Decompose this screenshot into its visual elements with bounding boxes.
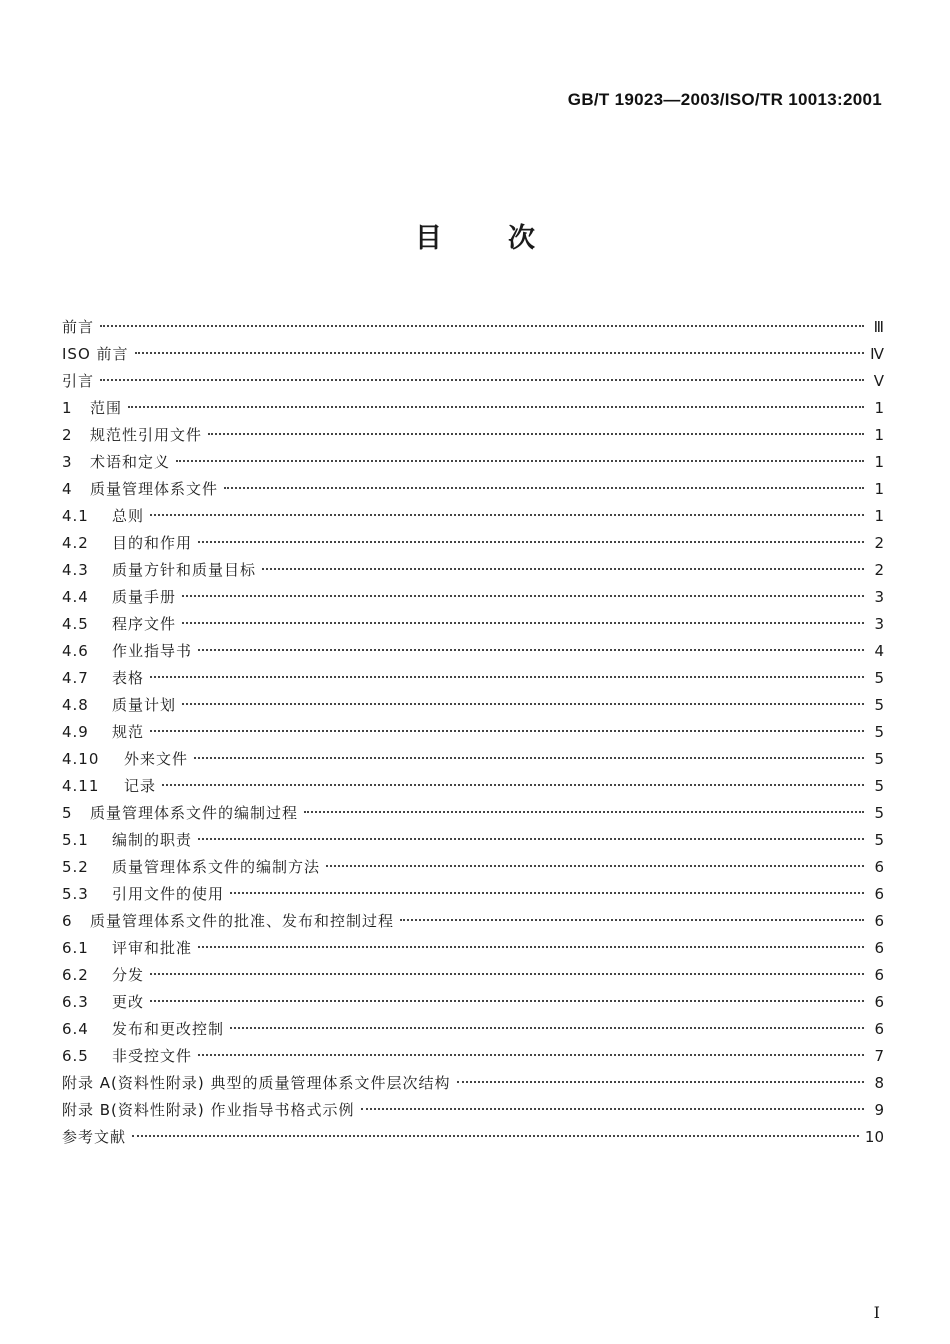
toc-entry-page: 6 <box>874 966 884 984</box>
dot-leader <box>326 865 864 867</box>
toc-entry-page: Ⅴ <box>873 372 884 390</box>
toc-entry-label: 程序文件 <box>112 615 177 633</box>
toc-entry[interactable] <box>62 665 884 692</box>
toc-entry-page: 5 <box>874 804 884 822</box>
toc-entry-label: 前言 <box>62 318 95 336</box>
toc-entry-number: 3 <box>62 453 73 471</box>
toc-entry-page: 9 <box>874 1101 884 1119</box>
dot-leader <box>128 406 864 408</box>
toc-entry-label: 质量管理体系文件的编制过程 <box>90 804 299 822</box>
toc-entry-page: 6 <box>874 912 884 930</box>
toc-entry-page: 1 <box>874 507 884 525</box>
toc-entry-label: 引用文件的使用 <box>112 885 225 903</box>
toc-entry-page: 6 <box>874 939 884 957</box>
toc-entry-label: 作业指导书 <box>112 642 193 660</box>
toc-entry-number: 6.5 <box>62 1047 89 1065</box>
toc-entry[interactable] <box>62 692 884 719</box>
dot-leader <box>198 541 864 543</box>
toc-entry[interactable] <box>62 611 884 638</box>
toc-entry[interactable] <box>62 935 884 962</box>
toc-entry[interactable] <box>62 800 884 827</box>
toc-entry-label: 非受控文件 <box>112 1047 193 1065</box>
dot-leader <box>182 622 864 624</box>
toc-entry-label: 目的和作用 <box>112 534 193 552</box>
toc-entry-label: 规范 <box>112 723 145 741</box>
toc-entry[interactable] <box>62 881 884 908</box>
dot-leader <box>135 352 864 354</box>
toc-entry-number: 4.3 <box>62 561 89 579</box>
toc-entry-label: 质量方针和质量目标 <box>112 561 257 579</box>
dot-leader <box>176 460 864 462</box>
dot-leader <box>132 1135 859 1137</box>
dot-leader <box>150 1000 864 1002</box>
toc-entry-number: 4.10 <box>62 750 100 768</box>
toc-entry-page: 3 <box>874 588 884 606</box>
table-of-contents <box>62 314 884 1151</box>
toc-entry-label: 更改 <box>112 993 145 1011</box>
toc-entry[interactable] <box>62 1097 884 1124</box>
toc-entry[interactable] <box>62 449 884 476</box>
toc-entry-number: 4.5 <box>62 615 89 633</box>
toc-entry-label: 表格 <box>112 669 145 687</box>
dot-leader <box>224 487 864 489</box>
toc-entry-page: Ⅳ <box>870 345 884 363</box>
toc-entry-page: 2 <box>874 561 884 579</box>
dot-leader <box>182 595 864 597</box>
toc-entry-number: 4.7 <box>62 669 89 687</box>
toc-entry-label: 术语和定义 <box>90 453 171 471</box>
dot-leader <box>162 784 864 786</box>
dot-leader <box>230 892 864 894</box>
toc-entry-page: 1 <box>874 426 884 444</box>
dot-leader <box>150 676 864 678</box>
toc-entry-page: 6 <box>874 993 884 1011</box>
toc-entry[interactable] <box>62 422 884 449</box>
toc-entry[interactable] <box>62 854 884 881</box>
dot-leader <box>194 757 864 759</box>
toc-entry-label: 规范性引用文件 <box>90 426 203 444</box>
toc-entry-label: 参考文献 <box>62 1128 127 1146</box>
toc-entry[interactable] <box>62 746 884 773</box>
toc-entry[interactable] <box>62 368 884 395</box>
toc-entry-label: 编制的职责 <box>112 831 193 849</box>
dot-leader <box>100 379 864 381</box>
toc-entry-page: 5 <box>874 750 884 768</box>
toc-entry-label: 记录 <box>124 777 157 795</box>
toc-entry-page: 3 <box>874 615 884 633</box>
toc-entry-page: 4 <box>874 642 884 660</box>
toc-entry-number: 4.6 <box>62 642 89 660</box>
toc-entry-label: 质量手册 <box>112 588 177 606</box>
toc-entry[interactable] <box>62 719 884 746</box>
page-title <box>0 216 950 255</box>
toc-entry-label: 发布和更改控制 <box>112 1020 225 1038</box>
dot-leader <box>198 838 864 840</box>
dot-leader <box>400 919 864 921</box>
toc-entry-label: 范围 <box>90 399 123 417</box>
title-char-left: 目 <box>415 223 442 254</box>
toc-entry-page: 5 <box>874 831 884 849</box>
dot-leader <box>208 433 864 435</box>
document-code: GB/T 19023—2003/ISO/TR 10013:2001 <box>567 90 882 109</box>
toc-entry[interactable] <box>62 1124 884 1151</box>
toc-entry-number: 5.2 <box>62 858 89 876</box>
toc-entry-number: 6.1 <box>62 939 89 957</box>
toc-entry[interactable] <box>62 395 884 422</box>
dot-leader <box>150 514 864 516</box>
toc-entry-number: 4 <box>62 480 73 498</box>
toc-entry-number: 5.3 <box>62 885 89 903</box>
toc-entry-label: 外来文件 <box>124 750 189 768</box>
toc-entry-page: 5 <box>874 669 884 687</box>
dot-leader <box>198 1054 864 1056</box>
toc-entry-label: ISO 前言 <box>62 345 129 363</box>
toc-entry-page: 6 <box>874 885 884 903</box>
toc-entry-page: 6 <box>874 1020 884 1038</box>
toc-entry-number: 4.4 <box>62 588 89 606</box>
toc-entry-number: 4.9 <box>62 723 89 741</box>
dot-leader <box>182 703 864 705</box>
title-char-right: 次 <box>508 223 535 254</box>
toc-entry[interactable] <box>62 773 884 800</box>
toc-entry-label: 质量计划 <box>112 696 177 714</box>
toc-entry-label: 质量管理体系文件 <box>90 480 219 498</box>
toc-entry-number: 6.4 <box>62 1020 89 1038</box>
toc-entry-number: 5.1 <box>62 831 89 849</box>
toc-entry-number: 1 <box>62 399 73 417</box>
toc-entry-page: 8 <box>874 1074 884 1092</box>
dot-leader <box>457 1081 864 1083</box>
toc-entry-page: 5 <box>874 777 884 795</box>
dot-leader <box>361 1108 864 1110</box>
toc-entry[interactable] <box>62 530 884 557</box>
toc-entry-number: 2 <box>62 426 73 444</box>
toc-entry-number: 6.3 <box>62 993 89 1011</box>
toc-entry-page: 7 <box>874 1047 884 1065</box>
toc-entry-label: 质量管理体系文件的编制方法 <box>112 858 321 876</box>
toc-entry-page: 1 <box>874 453 884 471</box>
dot-leader <box>304 811 864 813</box>
dot-leader <box>230 1027 864 1029</box>
dot-leader <box>262 568 864 570</box>
toc-entry[interactable] <box>62 1043 884 1070</box>
toc-entry-page: Ⅲ <box>873 318 884 336</box>
toc-entry-number: 4.11 <box>62 777 100 795</box>
toc-entry[interactable] <box>62 557 884 584</box>
toc-entry-page: 5 <box>874 723 884 741</box>
toc-entry[interactable] <box>62 584 884 611</box>
toc-entry[interactable] <box>62 341 884 368</box>
toc-entry[interactable] <box>62 989 884 1016</box>
toc-entry-label: 引言 <box>62 372 95 390</box>
toc-entry[interactable] <box>62 1070 884 1097</box>
toc-entry-label: 附录 B(资料性附录) 作业指导书格式示例 <box>62 1101 355 1119</box>
toc-entry-label: 附录 A(资料性附录) 典型的质量管理体系文件层次结构 <box>62 1074 451 1092</box>
toc-entry-label: 评审和批准 <box>112 939 193 957</box>
dot-leader <box>150 730 864 732</box>
toc-entry[interactable] <box>62 827 884 854</box>
toc-entry-number: 4.8 <box>62 696 89 714</box>
toc-entry[interactable] <box>62 962 884 989</box>
page-number: I <box>873 1303 880 1322</box>
toc-entry-number: 6 <box>62 912 73 930</box>
toc-entry-page: 1 <box>874 399 884 417</box>
toc-entry[interactable] <box>62 503 884 530</box>
toc-entry-page: 5 <box>874 696 884 714</box>
toc-entry-number: 4.1 <box>62 507 89 525</box>
toc-entry-page: 10 <box>864 1128 884 1146</box>
toc-entry-label: 总则 <box>112 507 145 525</box>
toc-entry[interactable] <box>62 1016 884 1043</box>
dot-leader <box>150 973 864 975</box>
dot-leader <box>198 946 864 948</box>
toc-entry[interactable] <box>62 476 884 503</box>
toc-entry-number: 6.2 <box>62 966 89 984</box>
toc-entry-label: 质量管理体系文件的批准、发布和控制过程 <box>90 912 395 930</box>
dot-leader <box>100 325 864 327</box>
toc-entry-page: 2 <box>874 534 884 552</box>
toc-entry[interactable] <box>62 638 884 665</box>
toc-entry-number: 4.2 <box>62 534 89 552</box>
dot-leader <box>198 649 864 651</box>
toc-entry-page: 6 <box>874 858 884 876</box>
toc-entry-label: 分发 <box>112 966 145 984</box>
toc-entry[interactable] <box>62 908 884 935</box>
toc-entry-page: 1 <box>874 480 884 498</box>
toc-entry-number: 5 <box>62 804 73 822</box>
toc-entry[interactable] <box>62 314 884 341</box>
